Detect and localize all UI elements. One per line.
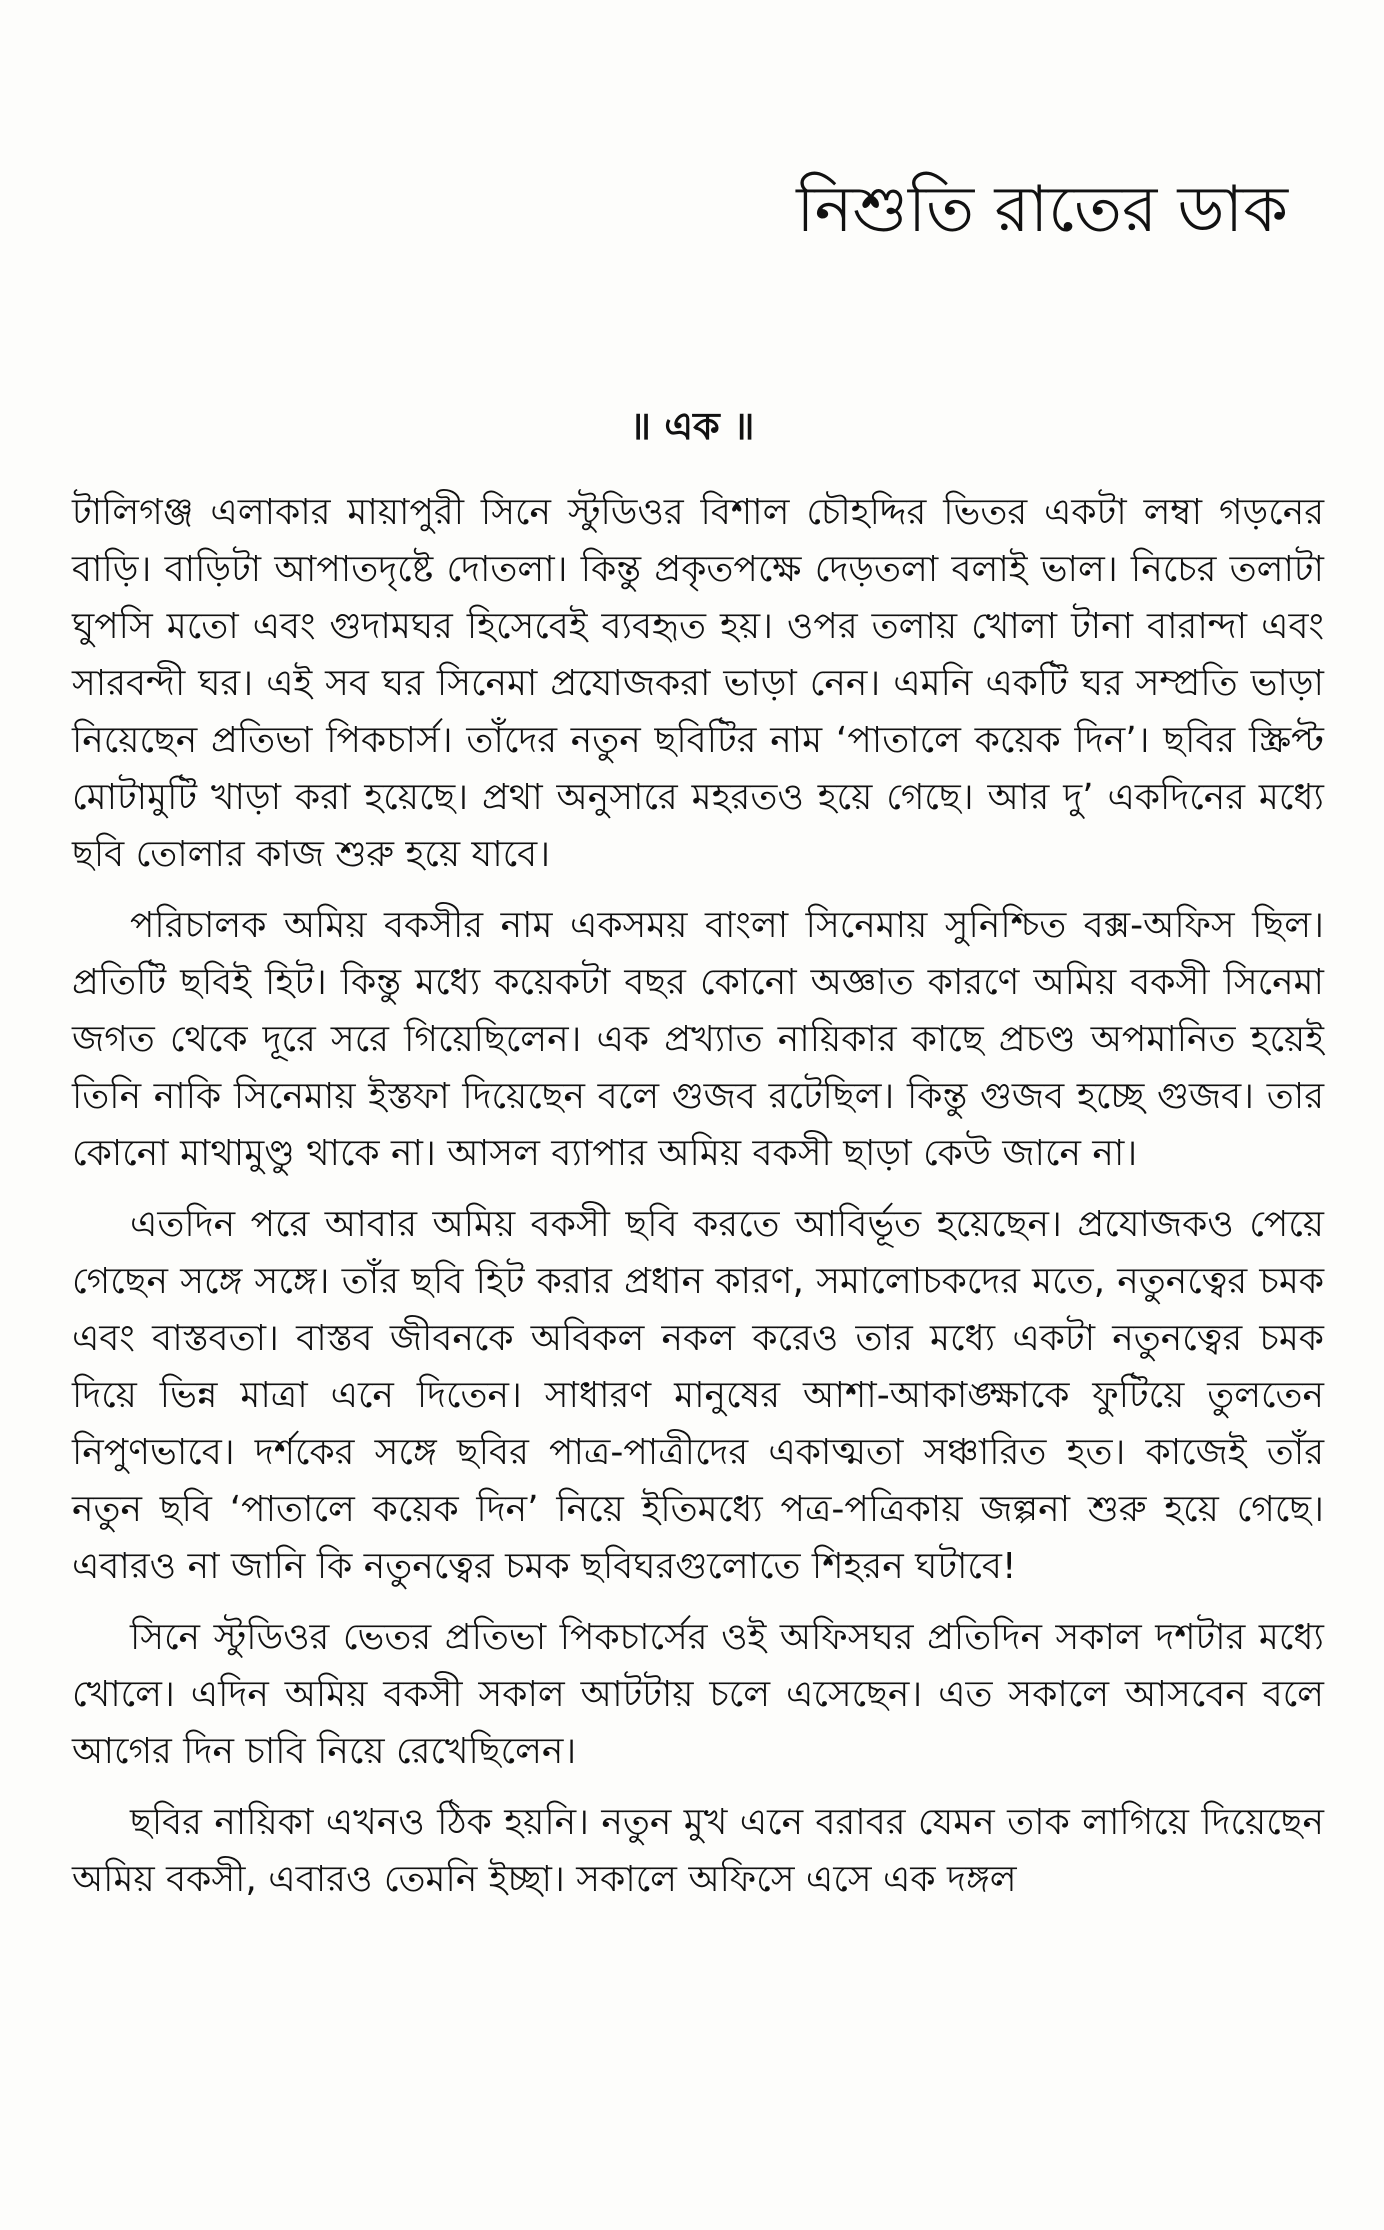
paragraph-2: পরিচালক অমিয় বকসীর নাম একসময় বাংলা সিনেমায় সুনিশ্চিত বক্স-অফিস ছিল। প্রতিটি ছবিই হিট। কিন্তু মধ্যে কয়েকটা বছর কোনো অজ্ঞাত কারণে অমিয় বকসী সিনেমা জগত থেকে দূরে সরে গিয়েছিলেন। এক প্রখ্যাত নায়িকার কাছে প্রচণ্ড অপমানিত হয়েই তিনি নাকি সিনেমায় ইস্তফা দিয়েছেন বলে গুজব রটেছিল। কিন্তু গুজব হচ্ছে গুজব। তার কোনো মাথামুণ্ডু থাকে না। আসল ব্যাপার অমিয় বকসী ছাড়া কেউ জানে না। bbox=[72, 905, 1324, 1174]
paragraph-1: টালিগঞ্জ এলাকার মায়াপুরী সিনে স্টুডিওর বিশাল চৌহদ্দির ভিতর একটা লম্বা গড়নের বাড়ি। বাড়িটা আপাতদৃষ্টে দোতলা। কিন্তু প্রকৃতপক্ষে দেড়তলা বলাই ভাল। নিচের তলাটা ঘুপসি মতো এবং গুদামঘর হিসেবেই ব্যবহৃত হয়। ওপর তলায় খোলা টানা বারান্দা এবং সারবন্দী ঘর। এই সব ঘর সিনেমা প্রযোজকরা ভাড়া নেন। এমনি একটি ঘর সম্প্রতি ভাড়া নিয়েছেন প্রতিভা পিকচার্স। তাঁদের নতুন ছবিটির নাম ‘পাতালে কয়েক দিন’। ছবির স্ক্রিপ্ট মোটামুটি খাড়া করা হয়েছে। প্রথা অনুসারে মহরতও হয়ে গেছে। আর দু’ একদিনের মধ্যে ছবি তোলার কাজ শুরু হয়ে যাবে। bbox=[72, 492, 1324, 875]
page-title: নিশুতি রাতের ডাক bbox=[796, 173, 1288, 247]
paragraph-3: এতদিন পরে আবার অমিয় বকসী ছবি করতে আবির্ভূত হয়েছেন। প্রযোজকও পেয়ে গেছেন সঙ্গে সঙ্গে। তাঁর ছবি হিট করার প্রধান কারণ, সমালোচকদের মতে, নতুনত্বের চমক এবং বাস্তবতা। বাস্তব জীবনকে অবিকল নকল করেও তার মধ্যে একটা নতুনত্বের চমক দিয়ে ভিন্ন মাত্রা এনে দিতেন। সাধারণ মানুষের আশা-আকাঙ্ক্ষাকে ফুটিয়ে তুলতেন নিপুণভাবে। দর্শকের সঙ্গে ছবির পাত্র-পাত্রীদের একাত্মতা সঞ্চারিত হত। কাজেই তাঁর নতুন ছবি ‘পাতালে কয়েক দিন’ নিয়ে ইতিমধ্যে পত্র-পত্রিকায় জল্পনা শুরু হয়ে গেছে। এবারও না জানি কি নতুনত্বের চমক ছবিঘরগুলোতে শিহরন ঘটাবে! bbox=[72, 1204, 1324, 1587]
paragraph-5: ছবির নায়িকা এখনও ঠিক হয়নি। নতুন মুখ এনে বরাবর যেমন তাক লাগিয়ে দিয়েছেন অমিয় বকসী, এবারও তেমনি ইচ্ছা। সকালে অফিসে এসে এক দঙ্গল bbox=[72, 1802, 1324, 1900]
body-text bbox=[72, 484, 1324, 1922]
chapter-heading: ॥ এক ॥ bbox=[629, 404, 755, 448]
paragraph-4: সিনে স্টুডিওর ভেতর প্রতিভা পিকচার্সের ওই অফিসঘর প্রতিদিন সকাল দশটার মধ্যে খোলে। এদিন অমিয় বকসী সকাল আটটায় চলে এসেছেন। এত সকালে আসবেন বলে আগের দিন চাবি নিয়ে রেখেছিলেন। bbox=[72, 1617, 1324, 1772]
